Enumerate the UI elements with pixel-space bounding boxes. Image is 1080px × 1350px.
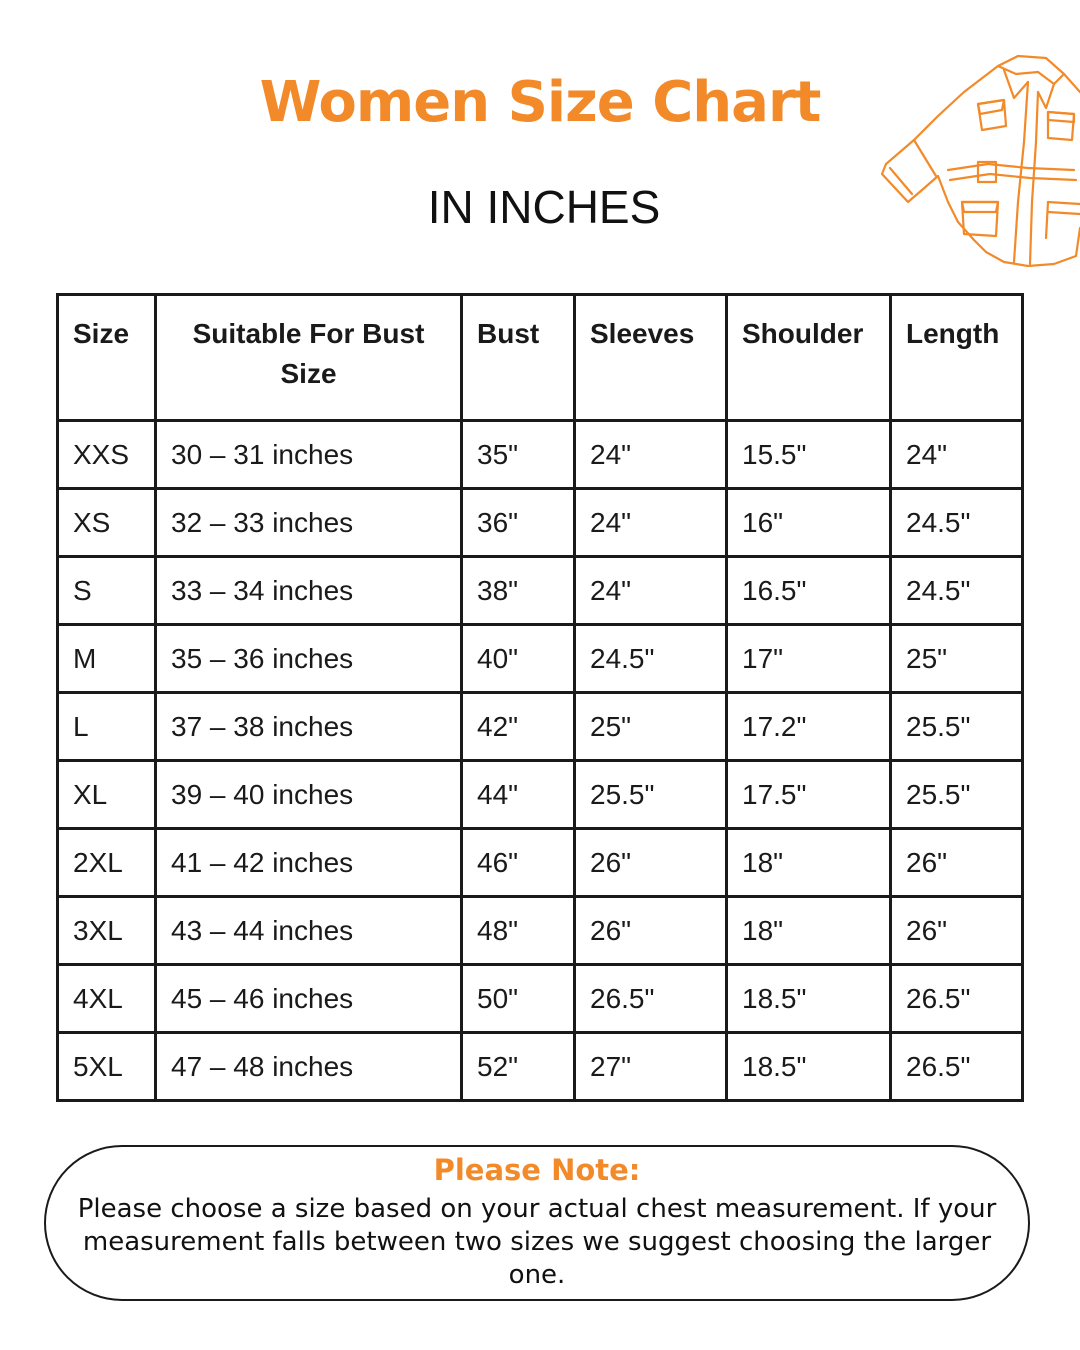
- table-cell: 25.5": [575, 761, 727, 829]
- table-cell: 48": [462, 897, 575, 965]
- table-cell: 30 – 31 inches: [156, 421, 462, 489]
- table-cell: 18.5": [727, 965, 891, 1033]
- page-title: Women Size Chart: [259, 70, 821, 135]
- table-cell: 36": [462, 489, 575, 557]
- column-header: Sleeves: [575, 295, 727, 421]
- table-cell: 35": [462, 421, 575, 489]
- table-cell: XXS: [58, 421, 156, 489]
- column-header: Size: [58, 295, 156, 421]
- table-cell: 39 – 40 inches: [156, 761, 462, 829]
- table-row: [58, 1033, 1023, 1101]
- table-cell: 24": [575, 421, 727, 489]
- table-cell: 26": [891, 897, 1023, 965]
- table-cell: 2XL: [58, 829, 156, 897]
- table-cell: 24": [575, 557, 727, 625]
- column-header: Shoulder: [727, 295, 891, 421]
- table-cell: 18": [727, 829, 891, 897]
- table-cell: M: [58, 625, 156, 693]
- table-row: [58, 761, 1023, 829]
- table-row: [58, 693, 1023, 761]
- note-box: [44, 1145, 1030, 1301]
- table-cell: 26": [575, 897, 727, 965]
- table-cell: XS: [58, 489, 156, 557]
- column-header: Length: [891, 295, 1023, 421]
- note-text: Please choose a size based on your actual chest measurement. If your measurement falls between two sizes we suggest choosing the larger one.: [77, 1194, 997, 1290]
- table-cell: 24": [575, 489, 727, 557]
- column-header: Bust: [462, 295, 575, 421]
- table-cell: 42": [462, 693, 575, 761]
- table-cell: 3XL: [58, 897, 156, 965]
- table-cell: 32 – 33 inches: [156, 489, 462, 557]
- table-cell: 26.5": [891, 1033, 1023, 1101]
- note-title: Please Note:: [433, 1153, 641, 1187]
- table-header-row: [58, 295, 1023, 421]
- table-cell: 52": [462, 1033, 575, 1101]
- size-chart-table: [56, 293, 1024, 1102]
- table-cell: 44": [462, 761, 575, 829]
- table-cell: 46": [462, 829, 575, 897]
- table-row: [58, 829, 1023, 897]
- table-cell: 37 – 38 inches: [156, 693, 462, 761]
- table-cell: L: [58, 693, 156, 761]
- table-cell: 16": [727, 489, 891, 557]
- table-row: [58, 557, 1023, 625]
- table-cell: 24": [891, 421, 1023, 489]
- table-cell: 25": [575, 693, 727, 761]
- table-cell: 35 – 36 inches: [156, 625, 462, 693]
- table-cell: 47 – 48 inches: [156, 1033, 462, 1101]
- table-cell: 24.5": [891, 557, 1023, 625]
- table-cell: 26": [891, 829, 1023, 897]
- table-row: [58, 625, 1023, 693]
- table-cell: 41 – 42 inches: [156, 829, 462, 897]
- table-cell: 24.5": [891, 489, 1023, 557]
- table-cell: 26.5": [575, 965, 727, 1033]
- table-cell: 26.5": [891, 965, 1023, 1033]
- table-cell: 4XL: [58, 965, 156, 1033]
- table-row: [58, 489, 1023, 557]
- page-subtitle: IN INCHES: [427, 181, 661, 233]
- table-row: [58, 897, 1023, 965]
- table-cell: 38": [462, 557, 575, 625]
- table-cell: 17.5": [727, 761, 891, 829]
- table-cell: 24.5": [575, 625, 727, 693]
- table-cell: 50": [462, 965, 575, 1033]
- table-cell: 33 – 34 inches: [156, 557, 462, 625]
- table-cell: 25.5": [891, 761, 1023, 829]
- table-cell: 5XL: [58, 1033, 156, 1101]
- table-cell: 45 – 46 inches: [156, 965, 462, 1033]
- table-cell: 40": [462, 625, 575, 693]
- table-cell: 16.5": [727, 557, 891, 625]
- table-cell: 17": [727, 625, 891, 693]
- table-cell: 25.5": [891, 693, 1023, 761]
- table-row: [58, 965, 1023, 1033]
- table-cell: 17.2": [727, 693, 891, 761]
- table-cell: 26": [575, 829, 727, 897]
- table-cell: 27": [575, 1033, 727, 1101]
- table-cell: 43 – 44 inches: [156, 897, 462, 965]
- table-cell: 25": [891, 625, 1023, 693]
- table-cell: 15.5": [727, 421, 891, 489]
- table-cell: 18": [727, 897, 891, 965]
- table-cell: XL: [58, 761, 156, 829]
- table-row: [58, 421, 1023, 489]
- table-cell: S: [58, 557, 156, 625]
- column-header: Suitable For Bust Size: [156, 295, 462, 421]
- jacket-icon: [878, 52, 1080, 267]
- table-cell: 18.5": [727, 1033, 891, 1101]
